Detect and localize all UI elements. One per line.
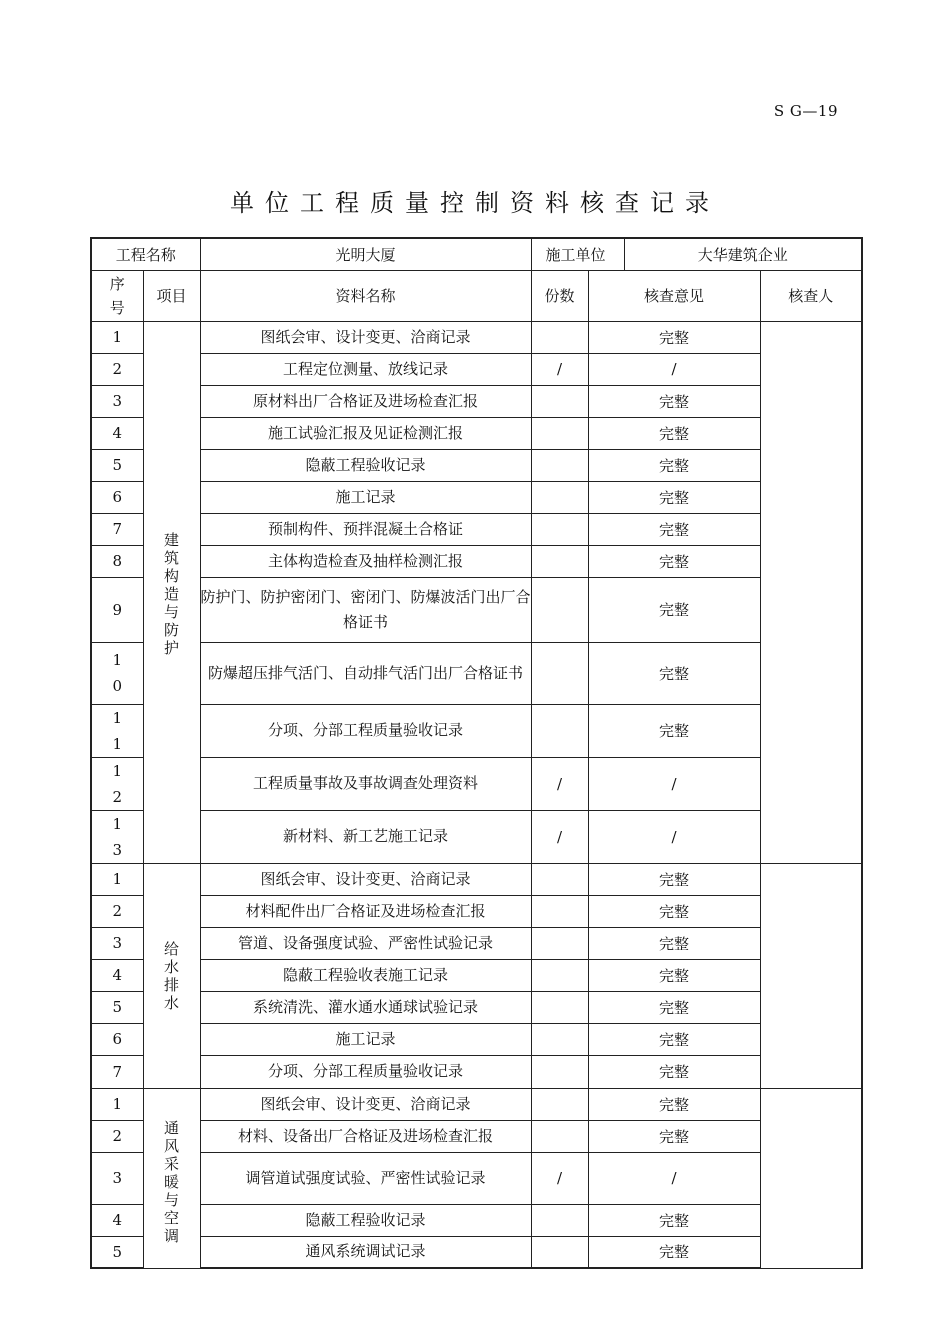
row-copies xyxy=(531,449,588,481)
group-label: 建筑构造与防护 xyxy=(143,321,200,863)
checker-cell xyxy=(760,1088,862,1268)
table-row xyxy=(91,449,862,481)
row-opinion: 完整 xyxy=(588,385,760,417)
project-name-label: 工程名称 xyxy=(91,238,200,270)
row-copies: / xyxy=(531,1152,588,1204)
row-seq: 11 xyxy=(91,704,143,757)
table-row xyxy=(91,1152,862,1204)
table-row xyxy=(91,757,862,810)
row-opinion: 完整 xyxy=(588,1120,760,1152)
row-seq: 9 xyxy=(91,577,143,642)
row-copies xyxy=(531,417,588,449)
row-seq: 4 xyxy=(91,959,143,991)
row-seq: 1 xyxy=(91,321,143,353)
row-seq: 2 xyxy=(91,353,143,385)
table-row xyxy=(91,959,862,991)
row-opinion: 完整 xyxy=(588,927,760,959)
table-row xyxy=(91,513,862,545)
table-row xyxy=(91,417,862,449)
row-seq: 5 xyxy=(91,991,143,1023)
table-row xyxy=(91,321,862,353)
table-row xyxy=(91,385,862,417)
row-seq: 7 xyxy=(91,513,143,545)
row-copies xyxy=(531,1204,588,1236)
table-row xyxy=(91,1120,862,1152)
table-row xyxy=(91,927,862,959)
row-doc-name: 系统清洗、灌水通水通球试验记录 xyxy=(200,991,531,1023)
row-doc-name: 图纸会审、设计变更、洽商记录 xyxy=(200,321,531,353)
row-seq: 6 xyxy=(91,1023,143,1055)
checker-cell xyxy=(760,321,862,863)
row-opinion: 完整 xyxy=(588,1055,760,1088)
row-seq: 8 xyxy=(91,545,143,577)
row-opinion: / xyxy=(588,353,760,385)
row-opinion: 完整 xyxy=(588,577,760,642)
row-copies xyxy=(531,895,588,927)
document-title: 单位工程质量控制资料核查记录 xyxy=(230,189,720,217)
row-doc-name: 防爆超压排气活门、自动排气活门出厂合格证书 xyxy=(200,642,531,704)
row-doc-name: 图纸会审、设计变更、洽商记录 xyxy=(200,1088,531,1120)
row-copies xyxy=(531,1023,588,1055)
row-opinion: 完整 xyxy=(588,1236,760,1268)
row-seq: 5 xyxy=(91,449,143,481)
row-seq: 2 xyxy=(91,895,143,927)
table-row xyxy=(91,863,862,895)
column-header-copies: 份数 xyxy=(531,270,588,321)
table-row xyxy=(91,642,862,704)
checker-cell xyxy=(760,863,862,1088)
row-seq: 3 xyxy=(91,927,143,959)
row-seq: 1 xyxy=(91,863,143,895)
row-copies xyxy=(531,481,588,513)
row-doc-name: 施工记录 xyxy=(200,1023,531,1055)
row-copies: / xyxy=(531,757,588,810)
row-seq: 12 xyxy=(91,757,143,810)
row-doc-name: 分项、分部工程质量验收记录 xyxy=(200,704,531,757)
row-doc-name: 材料配件出厂合格证及进场检查汇报 xyxy=(200,895,531,927)
row-doc-name: 分项、分部工程质量验收记录 xyxy=(200,1055,531,1088)
table-row xyxy=(91,481,862,513)
row-doc-name: 隐蔽工程验收表施工记录 xyxy=(200,959,531,991)
row-copies xyxy=(531,863,588,895)
table-row xyxy=(91,353,862,385)
table-row xyxy=(91,1055,862,1088)
row-opinion: 完整 xyxy=(588,642,760,704)
row-opinion: 完整 xyxy=(588,991,760,1023)
row-seq: 4 xyxy=(91,1204,143,1236)
row-opinion: 完整 xyxy=(588,449,760,481)
row-copies xyxy=(531,1236,588,1268)
row-doc-name: 管道、设备强度试验、严密性试验记录 xyxy=(200,927,531,959)
row-seq: 13 xyxy=(91,810,143,863)
row-seq: 5 xyxy=(91,1236,143,1268)
table-row xyxy=(91,1023,862,1055)
row-copies xyxy=(531,545,588,577)
row-opinion: 完整 xyxy=(588,481,760,513)
table-row xyxy=(91,1088,862,1120)
row-seq: 3 xyxy=(91,385,143,417)
table-row xyxy=(91,1204,862,1236)
row-doc-name: 隐蔽工程验收记录 xyxy=(200,1204,531,1236)
column-header-item: 项目 xyxy=(143,270,200,321)
row-copies xyxy=(531,1055,588,1088)
column-header-opinion: 核查意见 xyxy=(588,270,760,321)
table-row xyxy=(91,704,862,757)
row-copies xyxy=(531,927,588,959)
row-seq: 7 xyxy=(91,1055,143,1088)
document-code: S G—19 xyxy=(773,102,838,120)
row-copies xyxy=(531,642,588,704)
row-opinion: 完整 xyxy=(588,704,760,757)
row-seq: 3 xyxy=(91,1152,143,1204)
row-copies xyxy=(531,1120,588,1152)
row-opinion: / xyxy=(588,1152,760,1204)
table-row xyxy=(91,577,862,642)
row-opinion: 完整 xyxy=(588,1023,760,1055)
project-name-value: 光明大厦 xyxy=(200,238,531,270)
row-opinion: 完整 xyxy=(588,417,760,449)
row-doc-name: 通风系统调试记录 xyxy=(200,1236,531,1268)
row-doc-name: 工程质量事故及事故调查处理资料 xyxy=(200,757,531,810)
row-copies xyxy=(531,513,588,545)
table-row xyxy=(91,545,862,577)
column-header-doc-name: 资料名称 xyxy=(200,270,531,321)
row-copies: / xyxy=(531,353,588,385)
row-copies xyxy=(531,959,588,991)
contractor-label: 施工单位 xyxy=(531,238,624,270)
row-doc-name: 图纸会审、设计变更、洽商记录 xyxy=(200,863,531,895)
column-header-checker: 核查人 xyxy=(760,270,862,321)
row-opinion: / xyxy=(588,757,760,810)
row-doc-name: 工程定位测量、放线记录 xyxy=(200,353,531,385)
table-row xyxy=(91,991,862,1023)
row-seq: 6 xyxy=(91,481,143,513)
quality-record-table xyxy=(90,237,863,1269)
row-seq: 4 xyxy=(91,417,143,449)
row-doc-name: 施工记录 xyxy=(200,481,531,513)
row-doc-name: 原材料出厂合格证及进场检查汇报 xyxy=(200,385,531,417)
row-opinion: 完整 xyxy=(588,959,760,991)
row-opinion: 完整 xyxy=(588,895,760,927)
row-seq: 10 xyxy=(91,642,143,704)
row-copies xyxy=(531,1088,588,1120)
contractor-value: 大华建筑企业 xyxy=(624,238,862,270)
row-opinion: 完整 xyxy=(588,321,760,353)
column-header-seq: 序号 xyxy=(91,270,143,321)
row-copies xyxy=(531,321,588,353)
table-row xyxy=(91,895,862,927)
row-doc-name: 主体构造检查及抽样检测汇报 xyxy=(200,545,531,577)
row-opinion: / xyxy=(588,810,760,863)
row-copies xyxy=(531,577,588,642)
row-opinion: 完整 xyxy=(588,513,760,545)
row-opinion: 完整 xyxy=(588,863,760,895)
row-opinion: 完整 xyxy=(588,545,760,577)
row-doc-name: 新材料、新工艺施工记录 xyxy=(200,810,531,863)
row-doc-name: 调管道试强度试验、严密性试验记录 xyxy=(200,1152,531,1204)
row-doc-name: 防护门、防护密闭门、密闭门、防爆波活门出厂合格证书 xyxy=(200,577,531,642)
group-label: 通风采暖与空调 xyxy=(143,1088,200,1268)
row-doc-name: 施工试验汇报及见证检测汇报 xyxy=(200,417,531,449)
row-doc-name: 材料、设备出厂合格证及进场检查汇报 xyxy=(200,1120,531,1152)
row-copies: / xyxy=(531,810,588,863)
row-opinion: 完整 xyxy=(588,1204,760,1236)
row-copies xyxy=(531,991,588,1023)
row-copies xyxy=(531,385,588,417)
row-doc-name: 隐蔽工程验收记录 xyxy=(200,449,531,481)
row-opinion: 完整 xyxy=(588,1088,760,1120)
row-copies xyxy=(531,704,588,757)
row-seq: 1 xyxy=(91,1088,143,1120)
group-label: 给水排水 xyxy=(143,863,200,1088)
table-row xyxy=(91,810,862,863)
row-seq: 2 xyxy=(91,1120,143,1152)
table-row xyxy=(91,1236,862,1268)
row-doc-name: 预制构件、预拌混凝土合格证 xyxy=(200,513,531,545)
